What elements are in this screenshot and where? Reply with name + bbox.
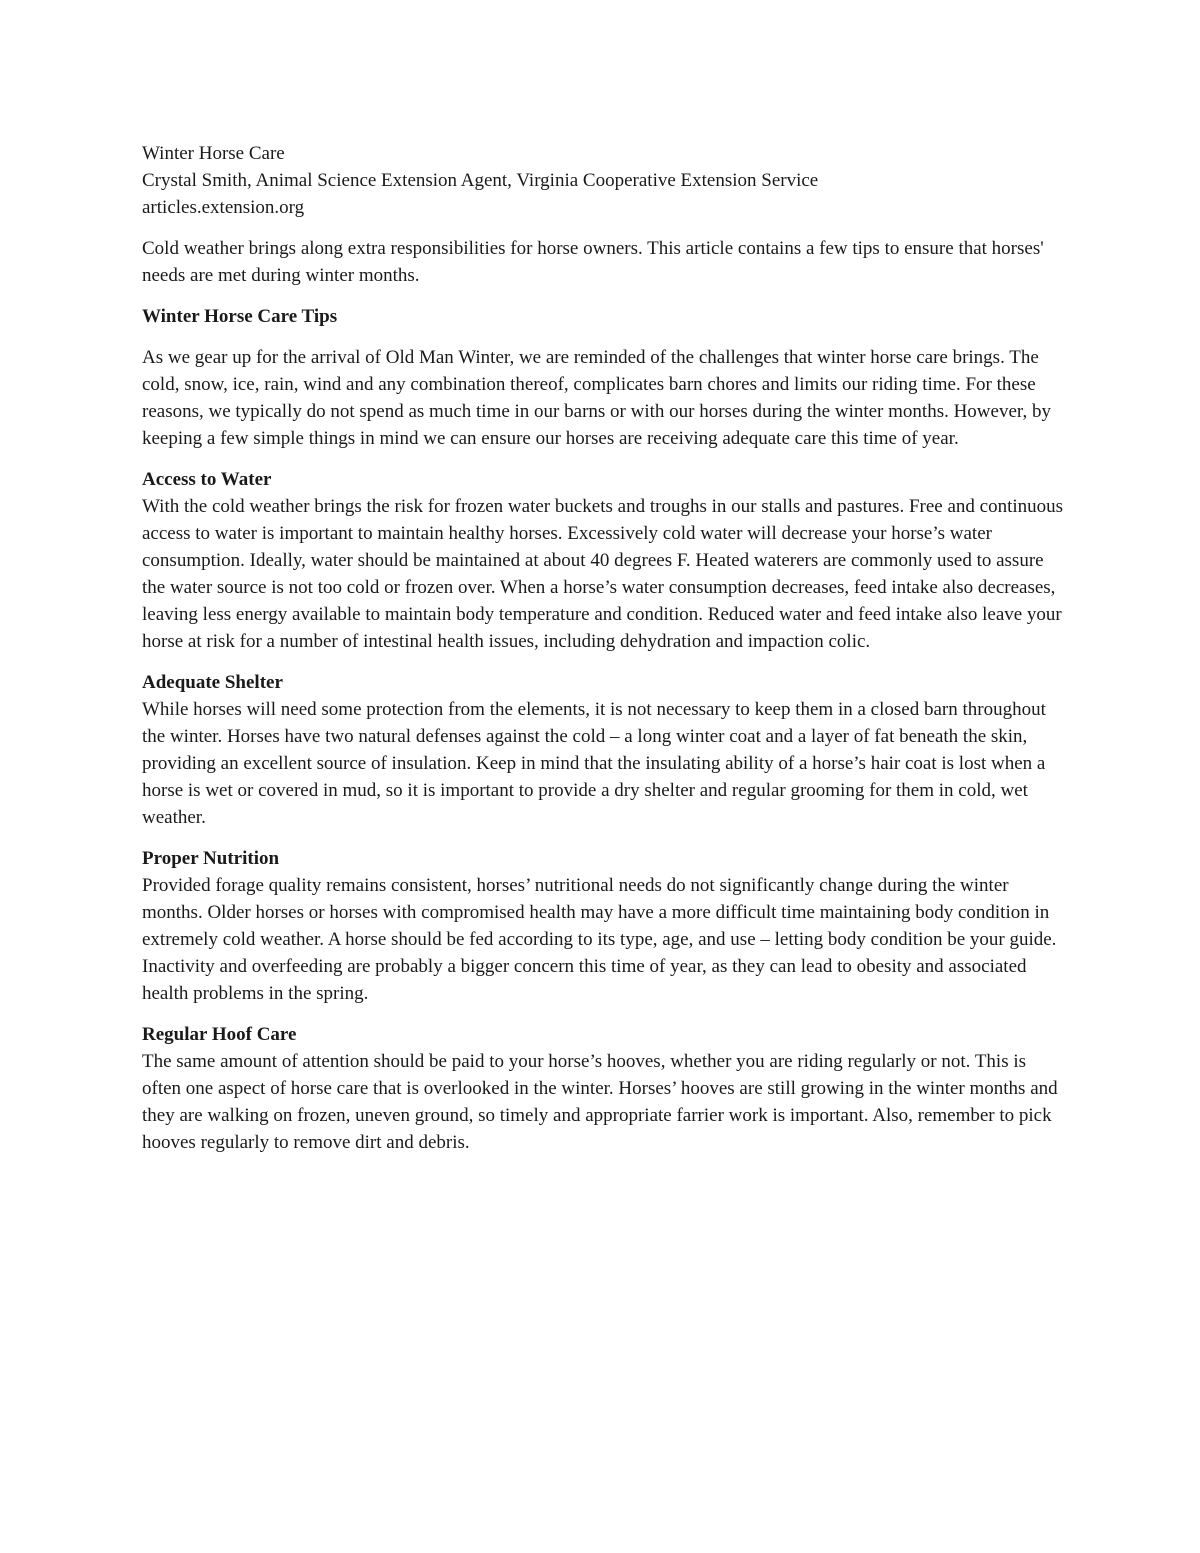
document-title: Winter Horse Care: [142, 143, 285, 164]
section-body: With the cold weather brings the risk for frozen water buckets and troughs in our stalls and pastures. Free and continuous access to water is important to maintain healthy horses. Excessively cold water will decrease your horse’s water consumption. Ideally, water should be maintained at about 40 degrees F. Heated waterers are commonly used to assure the water source is not too cold or frozen over. When a horse’s water consumption decreases, feed intake also decreases, leaving less energy available to maintain body temperature and condition. Reduced water and feed intake also leave your horse at risk for a number of intestinal health issues, including dehydration and impaction colic.: [142, 496, 1064, 652]
document-page: [142, 140, 1067, 1156]
section-heading: Adequate Shelter: [142, 672, 283, 693]
section-body: While horses will need some protection from the elements, it is not necessary to keep them in a closed barn throughout the winter. Horses have two natural defenses against the cold – a long winter coat and a layer of fat beneath the skin, providing an excellent source of insulation. Keep in mind that the insulating ability of a horse’s hair coat is lost when a horse is wet or covered in mud, so it is important to provide a dry shelter and regular grooming for them in cold, wet weather.: [142, 699, 1046, 828]
source-line: articles.extension.org: [142, 197, 305, 218]
section-body: The same amount of attention should be paid to your horse’s hooves, whether you are riding regularly or not. This is often one aspect of horse care that is overlooked in the winter. Horses’ hooves are still growing in the winter months and they are walking on frozen, uneven ground, so timely and appropriate farrier work is important. Also, remember to pick hooves regularly to remove dirt and debris.: [142, 1051, 1058, 1153]
section-body: Provided forage quality remains consistent, horses’ nutritional needs do not significantly change during the winter months. Older horses or horses with compromised health may have a more difficult time maintaining body condition in extremely cold weather. A horse should be fed according to its type, age, and use – letting body condition be your guide. Inactivity and overfeeding are probably a bigger concern this time of year, as they can lead to obesity and associated health problems in the spring.: [142, 875, 1057, 1004]
author-line: Crystal Smith, Animal Science Extension Agent, Virginia Cooperative Extension Service: [142, 170, 819, 191]
tips-heading: Winter Horse Care Tips: [142, 306, 338, 327]
section-heading: Proper Nutrition: [142, 848, 280, 869]
section-adequate-shelter: [142, 669, 1067, 831]
document-header: [142, 140, 1067, 221]
section-heading: Access to Water: [142, 469, 272, 490]
section-access-to-water: [142, 466, 1067, 655]
tips-intro-paragraph: As we gear up for the arrival of Old Man Winter, we are reminded of the challenges that winter horse care brings. The cold, snow, ice, rain, wind and any combination thereof, complicates barn chores and limits our riding time. For these reasons, we typically do not spend as much time in our barns or with our horses during the winter months. However, by keeping a few simple things in mind we can ensure our horses are receiving adequate care this time of year.: [142, 347, 1051, 449]
section-proper-nutrition: [142, 845, 1067, 1007]
section-heading: Regular Hoof Care: [142, 1024, 297, 1045]
intro-paragraph: Cold weather brings along extra responsibilities for horse owners. This article contains a few tips to ensure that horses' needs are met during winter months.: [142, 238, 1044, 286]
section-regular-hoof-care: [142, 1021, 1067, 1156]
